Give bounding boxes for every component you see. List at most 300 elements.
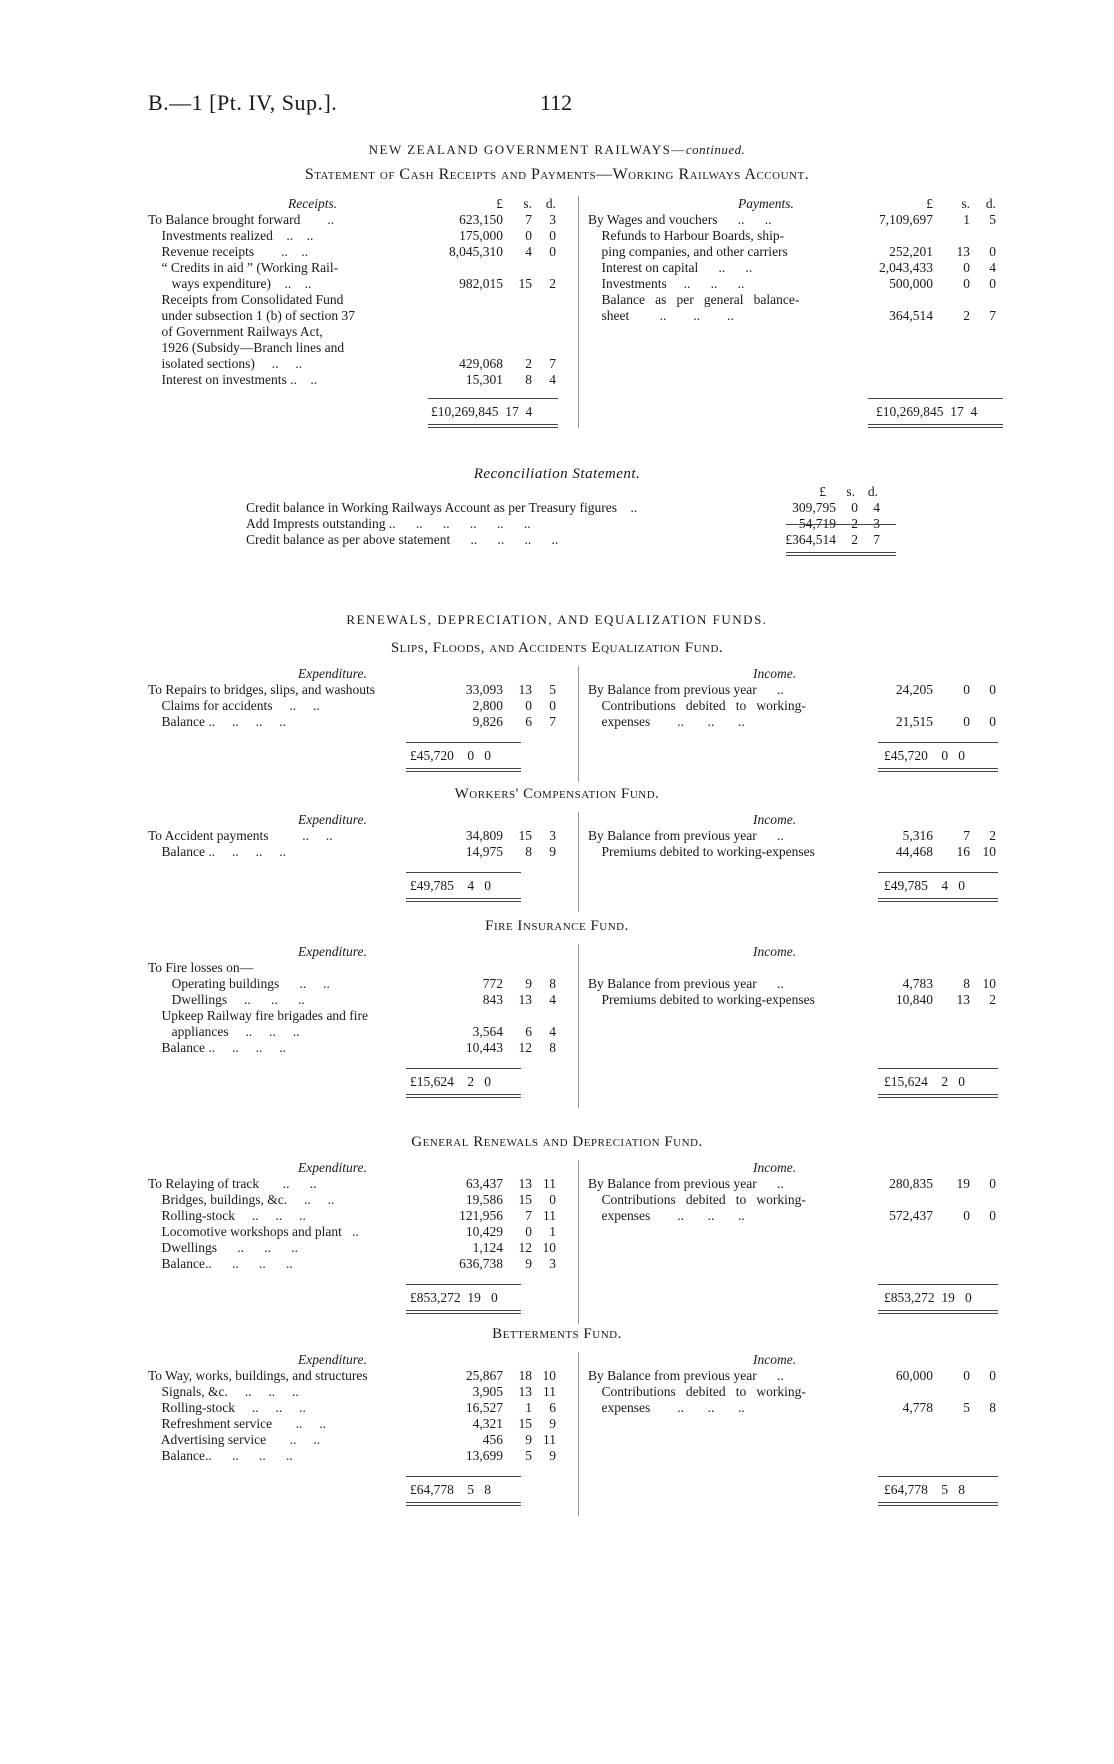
receipts-heading: Receipts. — [288, 196, 338, 211]
column-divider — [578, 812, 579, 912]
amount-shillings: 2 — [963, 308, 970, 323]
fund-title: Betterments Fund. — [492, 1326, 622, 1342]
amount-shillings: 0 — [525, 228, 532, 243]
total-rule — [428, 398, 558, 399]
expenditure-column — [148, 944, 573, 1056]
row-label: Operating buildings .. .. — [148, 976, 330, 991]
expenditure-total: £853,272 19 0 — [410, 1290, 498, 1305]
row-label: Interest on capital .. .. — [588, 260, 753, 275]
income-column — [588, 1160, 1003, 1224]
row-label: Add Imprests outstanding .. .. .. .. .. .. — [246, 516, 531, 531]
table-row — [588, 1384, 1003, 1400]
row-label: under subsection 1 (b) of section 37 — [148, 308, 355, 323]
row-label: Dwellings .. .. .. — [148, 1240, 298, 1255]
amount-shillings: 0 — [851, 500, 858, 515]
row-label: By Balance from previous year .. — [588, 976, 784, 991]
total-rule — [406, 742, 521, 743]
amount-pence: 5 — [989, 212, 996, 227]
amount-pounds: 44,468 — [895, 844, 933, 859]
receipts-header — [148, 196, 573, 212]
amount-pence: 8 — [989, 1400, 996, 1415]
expenditure-total: £64,778 5 8 — [410, 1482, 491, 1497]
amount-pounds: 309,795 — [792, 500, 836, 515]
amount-shillings: 15 — [518, 1192, 532, 1207]
amount-pounds: 429,068 — [459, 356, 503, 371]
amount-shillings: 9 — [525, 1256, 532, 1271]
row-label: By Wages and vouchers .. .. — [588, 212, 772, 227]
receipts-column — [148, 196, 573, 388]
table-row — [148, 1192, 573, 1208]
table-row — [148, 1024, 573, 1040]
amount-shillings: 15 — [518, 828, 532, 843]
col-pence: d. — [985, 196, 996, 211]
total-rule — [878, 1476, 998, 1477]
row-label: Contributions debited to working- — [588, 698, 806, 713]
amount-pounds: 3,564 — [472, 1024, 503, 1039]
row-label: appliances .. .. .. — [148, 1024, 300, 1039]
amount-pence: 4 — [549, 372, 556, 387]
amount-pence: 4 — [989, 260, 996, 275]
amount-pence: 11 — [543, 1176, 556, 1191]
expenditure-header — [148, 1352, 573, 1368]
table-row — [148, 308, 573, 324]
column-divider — [578, 1160, 579, 1324]
amount-pounds: 8,045,310 — [449, 244, 503, 259]
table-row — [588, 844, 1003, 860]
amount-shillings: 1 — [963, 212, 970, 227]
total-double-rule — [428, 424, 558, 428]
amount-shillings: 12 — [518, 1040, 532, 1055]
amount-pence: 10 — [542, 1368, 556, 1383]
total-rule — [406, 1284, 521, 1285]
amount-pence: 3 — [549, 828, 556, 843]
expenditure-column — [148, 1352, 573, 1464]
row-label: Interest on investments .. .. — [148, 372, 318, 387]
amount-pounds: 34,809 — [465, 828, 503, 843]
fund-table — [148, 1352, 1003, 1524]
row-label: Balance .. .. .. .. — [148, 844, 286, 859]
row-label: To Relaying of track .. .. — [148, 1176, 317, 1191]
income-heading: Income. — [753, 812, 797, 827]
col-pounds: £ — [496, 196, 503, 211]
income-header — [588, 1160, 1003, 1176]
row-label: 1926 (Subsidy—Branch lines and — [148, 340, 345, 355]
total-rule — [868, 398, 1003, 399]
main-title-text: NEW ZEALAND GOVERNMENT RAILWAYS— — [368, 142, 686, 157]
amount-pounds: 4,778 — [902, 1400, 933, 1415]
amount-shillings: 0 — [525, 698, 532, 713]
amount-pence: 6 — [549, 1400, 556, 1415]
row-label: To Balance brought forward .. — [148, 212, 335, 227]
amount-shillings: 8 — [963, 976, 970, 991]
amount-shillings: 18 — [518, 1368, 532, 1383]
amount-pence: 0 — [549, 228, 556, 243]
amount-pounds: 54,719 — [798, 516, 836, 531]
expenditure-heading: Expenditure. — [298, 666, 367, 681]
amount-pence: 7 — [989, 308, 996, 323]
amount-pounds: 2,800 — [472, 698, 503, 713]
row-label: By Balance from previous year .. — [588, 682, 784, 697]
row-label: Upkeep Railway fire brigades and fire — [148, 1008, 369, 1023]
amount-pounds: 1,124 — [472, 1240, 503, 1255]
income-header — [588, 1352, 1003, 1368]
table-row — [148, 714, 573, 730]
amount-pence: 10 — [542, 1240, 556, 1255]
table-row — [148, 324, 573, 340]
cash-statement — [148, 196, 1003, 436]
column-divider — [578, 1352, 579, 1516]
amount-pence: 7 — [873, 532, 880, 547]
amount-shillings: 19 — [956, 1176, 970, 1191]
table-row — [588, 960, 1003, 976]
row-label: To Way, works, buildings, and structures — [148, 1368, 368, 1383]
amount-pounds: 4,321 — [472, 1416, 503, 1431]
amount-pence: 0 — [549, 1192, 556, 1207]
table-row — [148, 1240, 573, 1256]
row-label: Advertising service .. .. — [148, 1432, 321, 1447]
amount-pounds: 5,316 — [902, 828, 933, 843]
amount-shillings: 6 — [525, 1024, 532, 1039]
amount-shillings: 0 — [963, 682, 970, 697]
income-total: £49,785 4 0 — [884, 878, 965, 893]
table-row — [588, 1176, 1003, 1192]
reconciliation-statement — [246, 484, 906, 574]
expenditure-column — [148, 812, 573, 860]
amount-pence: 5 — [549, 682, 556, 697]
amount-pounds: 13,699 — [465, 1448, 503, 1463]
amount-pence: 1 — [549, 1224, 556, 1239]
fund-title: Slips, Floods, and Accidents Equalization Fund. — [390, 640, 724, 656]
row-label: To Repairs to bridges, slips, and washouts — [148, 682, 376, 697]
amount-pence: 11 — [543, 1208, 556, 1223]
table-row — [148, 1400, 573, 1416]
amount-pounds: 456 — [482, 1432, 503, 1447]
amount-shillings: 0 — [963, 1208, 970, 1223]
income-heading: Income. — [753, 944, 797, 959]
renewals-title: RENEWALS, DEPRECIATION, AND EQUALIZATION FUNDS. — [346, 612, 768, 627]
amount-shillings: 13 — [518, 992, 532, 1007]
table-row — [148, 1008, 573, 1024]
row-label: of Government Railways Act, — [148, 324, 323, 339]
amount-pence: 4 — [549, 992, 556, 1007]
table-row — [588, 212, 1003, 228]
amount-pence: 0 — [549, 244, 556, 259]
amount-pounds: 14,975 — [465, 844, 503, 859]
amount-shillings: 13 — [518, 1384, 532, 1399]
amount-pence: 2 — [549, 276, 556, 291]
amount-pence: 7 — [549, 714, 556, 729]
expenditure-header — [148, 944, 573, 960]
amount-shillings: 7 — [963, 828, 970, 843]
payments-column — [588, 196, 1003, 324]
total-rule — [878, 1068, 998, 1069]
col-pounds: £ — [926, 196, 933, 211]
fund-title: Fire Insurance Fund. — [485, 918, 629, 934]
fund-table — [148, 944, 1003, 1116]
income-total: £15,624 2 0 — [884, 1074, 965, 1089]
amount-pounds: 623,150 — [459, 212, 503, 227]
expenditure-header — [148, 1160, 573, 1176]
income-header — [588, 812, 1003, 828]
amount-pence: 0 — [549, 698, 556, 713]
table-row — [148, 228, 573, 244]
table-row — [588, 1192, 1003, 1208]
income-total: £853,272 19 0 — [884, 1290, 972, 1305]
total-rule — [878, 742, 998, 743]
amount-shillings: 7 — [525, 1208, 532, 1223]
column-divider — [578, 666, 579, 782]
amount-shillings: 13 — [956, 244, 970, 259]
expenditure-heading: Expenditure. — [298, 1352, 367, 1367]
amount-pounds: 10,443 — [465, 1040, 503, 1055]
total-rule — [786, 524, 896, 525]
row-label: Credit balance in Working Railways Account as per Treasury figures .. — [246, 500, 638, 515]
table-row — [148, 340, 573, 356]
col-shillings: s. — [961, 196, 970, 211]
table-row — [148, 1176, 573, 1192]
amount-shillings: 0 — [963, 260, 970, 275]
row-label: ping companies, and other carriers — [588, 244, 788, 259]
page-number: 112 — [540, 90, 573, 115]
income-column — [588, 1352, 1003, 1416]
row-label: Rolling-stock .. .. .. — [148, 1208, 306, 1223]
amount-shillings: 12 — [518, 1240, 532, 1255]
table-row — [148, 372, 573, 388]
amount-pence: 10 — [982, 976, 996, 991]
row-label: To Fire losses on— — [148, 960, 254, 975]
amount-pounds: 572,437 — [889, 1208, 933, 1223]
row-label: Refunds to Harbour Boards, ship- — [588, 228, 785, 243]
amount-pence: 8 — [549, 976, 556, 991]
amount-shillings: 13 — [518, 1176, 532, 1191]
amount-pounds: 982,015 — [459, 276, 503, 291]
total-rule — [406, 872, 521, 873]
amount-shillings: 5 — [963, 1400, 970, 1415]
receipts-total: £10,269,845 17 4 — [431, 404, 533, 419]
table-row — [148, 1224, 573, 1240]
amount-shillings: 15 — [518, 276, 532, 291]
amount-pence: 4 — [873, 500, 880, 515]
amount-pence: 3 — [873, 516, 880, 531]
amount-pounds: 60,000 — [895, 1368, 933, 1383]
row-label: Dwellings .. .. .. — [148, 992, 305, 1007]
main-title-continued: continued. — [685, 142, 746, 157]
table-row — [588, 714, 1003, 730]
amount-pence: 10 — [982, 844, 996, 859]
amount-pounds: £364,514 — [785, 532, 836, 547]
row-label: Balance.. .. .. .. — [148, 1448, 293, 1463]
amount-pounds: 772 — [482, 976, 503, 991]
amount-pence: 0 — [989, 276, 996, 291]
expenditure-heading: Expenditure. — [298, 944, 367, 959]
row-label: Premiums debited to working-expenses — [588, 844, 815, 859]
amount-pounds: 7,109,697 — [879, 212, 933, 227]
table-row — [148, 844, 573, 860]
amount-pence: 8 — [549, 1040, 556, 1055]
table-row — [148, 1448, 573, 1464]
amount-shillings: 8 — [525, 372, 532, 387]
amount-pounds: 10,840 — [895, 992, 933, 1007]
table-row — [588, 1208, 1003, 1224]
reconciliation-total-row — [246, 532, 906, 548]
statement-title: Statement of Cash Receipts and Payments—Working Railways Account. — [304, 166, 810, 183]
amount-pounds: 16,527 — [465, 1400, 503, 1415]
amount-pounds: 121,956 — [459, 1208, 503, 1223]
row-label: sheet .. .. .. — [588, 308, 734, 323]
row-label: Claims for accidents .. .. — [148, 698, 320, 713]
expenditure-heading: Expenditure. — [298, 812, 367, 827]
row-label: Receipts from Consolidated Fund — [148, 292, 344, 307]
table-row — [148, 1256, 573, 1272]
table-row — [246, 500, 906, 516]
table-row — [588, 682, 1003, 698]
total-double-rule — [878, 1094, 998, 1098]
table-row — [148, 244, 573, 260]
total-double-rule — [786, 552, 896, 556]
fund-table — [148, 812, 1003, 920]
amount-shillings: 9 — [525, 1432, 532, 1447]
amount-pounds: 3,905 — [472, 1384, 503, 1399]
total-double-rule — [406, 1310, 521, 1314]
row-label: expenses .. .. .. — [588, 714, 745, 729]
expenditure-total: £45,720 0 0 — [410, 748, 491, 763]
amount-pence: 9 — [549, 844, 556, 859]
table-row — [148, 960, 573, 976]
amount-pounds: 15,301 — [465, 372, 503, 387]
amount-pounds: 19,586 — [465, 1192, 503, 1207]
row-label: Credit balance as per above statement .. .. .. .. — [246, 532, 559, 547]
amount-pounds: 25,867 — [465, 1368, 503, 1383]
amount-shillings: 1 — [525, 1400, 532, 1415]
amount-pounds: 636,738 — [459, 1256, 503, 1271]
col-pence: d. — [545, 196, 556, 211]
amount-pounds: 63,437 — [465, 1176, 503, 1191]
table-row — [148, 992, 573, 1008]
amount-shillings: 7 — [525, 212, 532, 227]
amount-pounds: 280,835 — [889, 1176, 933, 1191]
table-row — [148, 698, 573, 714]
amount-pence: 0 — [989, 1368, 996, 1383]
income-header — [588, 944, 1003, 960]
expenditure-column — [148, 666, 573, 730]
amount-shillings: 2 — [851, 516, 858, 531]
amount-shillings: 9 — [525, 976, 532, 991]
amount-shillings: 6 — [525, 714, 532, 729]
table-row — [148, 1432, 573, 1448]
amount-pounds: 364,514 — [889, 308, 933, 323]
row-label: “ Credits in aid ” (Working Rail- — [148, 260, 339, 275]
total-double-rule — [878, 898, 998, 902]
income-heading: Income. — [753, 1160, 797, 1175]
amount-shillings: 13 — [518, 682, 532, 697]
amount-pounds: 33,093 — [465, 682, 503, 697]
amount-pounds: 4,783 — [902, 976, 933, 991]
row-label: isolated sections) .. .. — [148, 356, 303, 371]
expenditure-total: £15,624 2 0 — [410, 1074, 491, 1089]
income-header — [588, 666, 1003, 682]
row-label: Balance as per general balance- — [588, 292, 800, 307]
amount-pence: 9 — [549, 1448, 556, 1463]
income-column — [588, 944, 1003, 1008]
total-double-rule — [406, 1094, 521, 1098]
row-label: Investments .. .. .. — [588, 276, 745, 291]
table-row — [148, 212, 573, 228]
amount-pounds: 175,000 — [459, 228, 503, 243]
amount-pence: 7 — [549, 356, 556, 371]
row-label: Signals, &c. .. .. .. — [148, 1384, 299, 1399]
col-shillings: s. — [523, 196, 532, 211]
table-row — [588, 828, 1003, 844]
table-row — [148, 356, 573, 372]
table-row — [588, 992, 1003, 1008]
amount-shillings: 2 — [525, 356, 532, 371]
amount-shillings: 0 — [525, 1224, 532, 1239]
table-row — [588, 976, 1003, 992]
amount-pounds: 843 — [482, 992, 503, 1007]
expenditure-heading: Expenditure. — [298, 1160, 367, 1175]
amount-shillings: 16 — [956, 844, 970, 859]
row-label: By Balance from previous year .. — [588, 1368, 784, 1383]
payments-total: £10,269,845 17 4 — [876, 404, 978, 419]
fund-table — [148, 666, 1003, 790]
total-double-rule — [406, 1502, 521, 1506]
fund-title: Workers' Compensation Fund. — [454, 786, 660, 802]
amount-pence: 11 — [543, 1432, 556, 1447]
table-row — [588, 292, 1003, 308]
total-rule — [878, 872, 998, 873]
table-row — [148, 1416, 573, 1432]
amount-pounds: 500,000 — [889, 276, 933, 291]
table-row — [148, 682, 573, 698]
row-label: Balance.. .. .. .. — [148, 1256, 293, 1271]
amount-pounds: 21,515 — [895, 714, 933, 729]
row-label: Balance .. .. .. .. — [148, 1040, 286, 1055]
table-row — [148, 828, 573, 844]
col-shillings: s. — [846, 484, 855, 499]
main-title — [0, 142, 1114, 158]
amount-shillings: 0 — [963, 1368, 970, 1383]
amount-shillings: 0 — [963, 714, 970, 729]
receipts-rows — [148, 212, 573, 388]
expenditure-column — [148, 1160, 573, 1272]
amount-pence: 0 — [989, 682, 996, 697]
amount-pounds: 24,205 — [895, 682, 933, 697]
row-label: Contributions debited to working- — [588, 1192, 806, 1207]
column-divider — [578, 196, 579, 428]
table-row — [148, 1208, 573, 1224]
table-row — [588, 260, 1003, 276]
amount-pence: 2 — [989, 992, 996, 1007]
row-label: To Accident payments .. .. — [148, 828, 333, 843]
amount-pounds: 252,201 — [889, 244, 933, 259]
amount-shillings: 13 — [956, 992, 970, 1007]
amount-pounds: 9,826 — [472, 714, 503, 729]
document-reference: B.—1 [Pt. IV, Sup.]. — [148, 90, 338, 115]
fund-title: General Renewals and Depreciation Fund. — [411, 1134, 703, 1150]
reconciliation-header — [246, 484, 906, 500]
row-label: Investments realized .. .. — [148, 228, 314, 243]
row-label: Balance .. .. .. .. — [148, 714, 286, 729]
table-row — [588, 1368, 1003, 1384]
row-label: Premiums debited to working-expenses — [588, 992, 815, 1007]
amount-shillings: 5 — [525, 1448, 532, 1463]
amount-pence: 2 — [989, 828, 996, 843]
income-total: £64,778 5 8 — [884, 1482, 965, 1497]
row-label: expenses .. .. .. — [588, 1208, 745, 1223]
fund-table — [148, 1160, 1003, 1332]
row-label: Refreshment service .. .. — [148, 1416, 327, 1431]
table-row — [148, 276, 573, 292]
